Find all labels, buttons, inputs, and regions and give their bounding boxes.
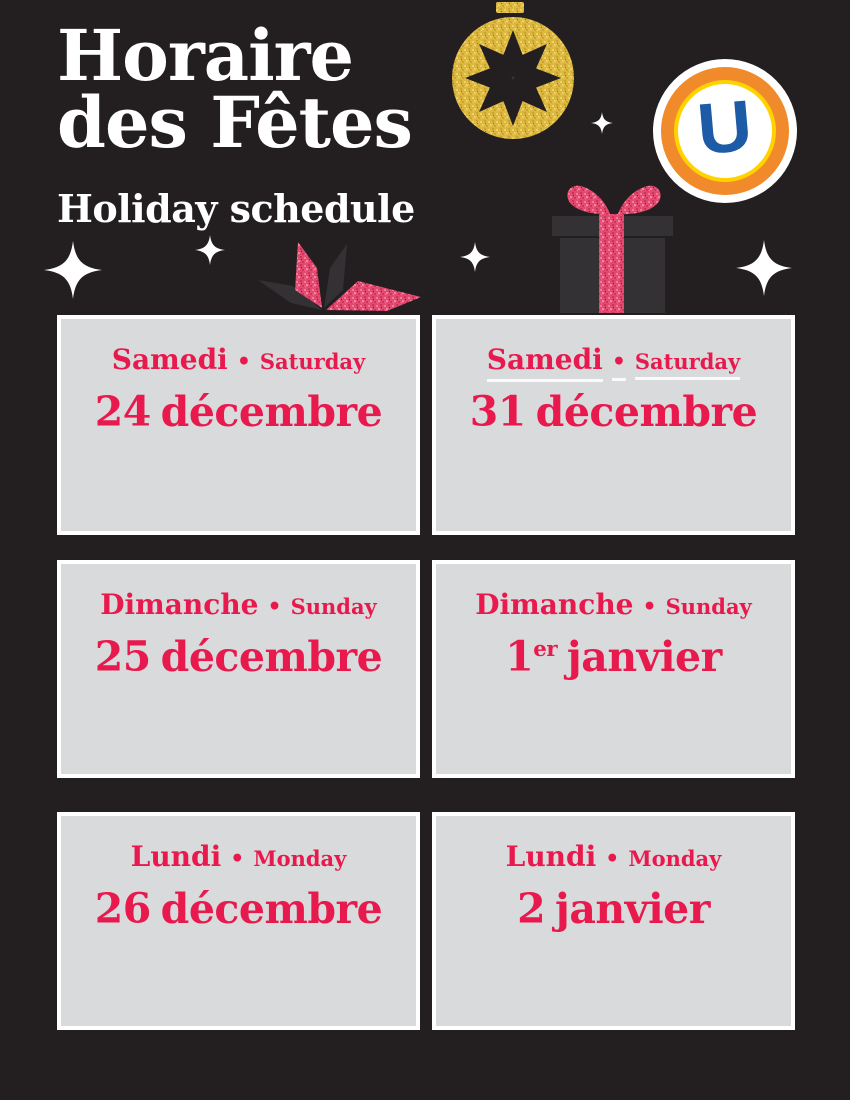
ornament-icon <box>450 0 577 142</box>
title-line-2: des Fêtes <box>57 81 412 164</box>
sparkle-icon <box>195 234 225 266</box>
bullet-separator: • <box>612 349 626 381</box>
card-day-heading <box>436 588 791 626</box>
bullet-separator: • <box>230 846 245 872</box>
bullet-separator: • <box>642 594 657 620</box>
date-number: 2 <box>517 884 546 933</box>
date-month: décembre <box>160 884 383 933</box>
date-month: décembre <box>160 632 383 681</box>
card-date <box>436 879 791 932</box>
title-line-1: Horaire <box>57 14 354 97</box>
schedule-card-jan-2 <box>432 812 795 1030</box>
day-french: Lundi <box>130 840 222 873</box>
card-date <box>61 627 416 680</box>
day-french: Dimanche <box>475 588 634 621</box>
date-ordinal: er <box>533 637 558 662</box>
date-month: janvier <box>555 884 710 933</box>
date-number: 25 <box>94 632 151 681</box>
logo-center <box>678 84 772 178</box>
date-month: janvier <box>566 632 722 681</box>
day-french: Lundi <box>505 840 597 873</box>
sparkle-icon <box>44 240 102 300</box>
day-english: Monday <box>253 846 347 871</box>
date-number: 31 <box>469 387 526 436</box>
bullet-separator: • <box>236 349 251 375</box>
page-title <box>57 14 412 164</box>
schedule-card-jan-1 <box>432 560 795 778</box>
date-month: décembre <box>160 387 383 436</box>
day-french: Samedi <box>111 343 228 376</box>
sparkle-icon <box>460 233 490 281</box>
day-english: Sunday <box>290 594 377 619</box>
logo-letter-u: U <box>694 85 756 171</box>
page-subtitle: Holiday schedule <box>57 186 415 231</box>
card-date <box>61 382 416 435</box>
day-english: Monday <box>628 846 722 871</box>
date-number: 1 <box>505 632 534 681</box>
date-number: 26 <box>94 884 151 933</box>
date-number: 24 <box>94 387 151 436</box>
card-date <box>61 879 416 932</box>
sparkle-icon <box>591 110 613 136</box>
date-month: décembre <box>535 387 758 436</box>
bullet-separator: • <box>267 594 282 620</box>
card-date <box>436 627 791 680</box>
day-english: Saturday <box>259 349 366 374</box>
leaf-decoration-icon <box>250 234 425 313</box>
schedule-card-dec-25 <box>57 560 420 778</box>
card-day-heading <box>61 588 416 626</box>
day-english: Sunday <box>665 594 752 619</box>
logo-yellow-ring <box>674 80 776 182</box>
card-day-heading <box>436 343 791 381</box>
gift-icon <box>540 180 680 315</box>
day-french: Samedi <box>487 343 603 382</box>
card-day-heading <box>61 840 416 878</box>
sparkle-icon <box>736 239 792 297</box>
card-date <box>436 382 791 435</box>
schedule-card-dec-24 <box>57 315 420 535</box>
bullet-separator: • <box>605 846 620 872</box>
logo-orange-ring <box>661 67 789 195</box>
schedule-card-dec-26 <box>57 812 420 1030</box>
card-day-heading <box>436 840 791 878</box>
card-day-heading <box>61 343 416 381</box>
day-english: Saturday <box>635 349 740 380</box>
schedule-card-dec-31 <box>432 315 795 535</box>
day-french: Dimanche <box>100 588 259 621</box>
